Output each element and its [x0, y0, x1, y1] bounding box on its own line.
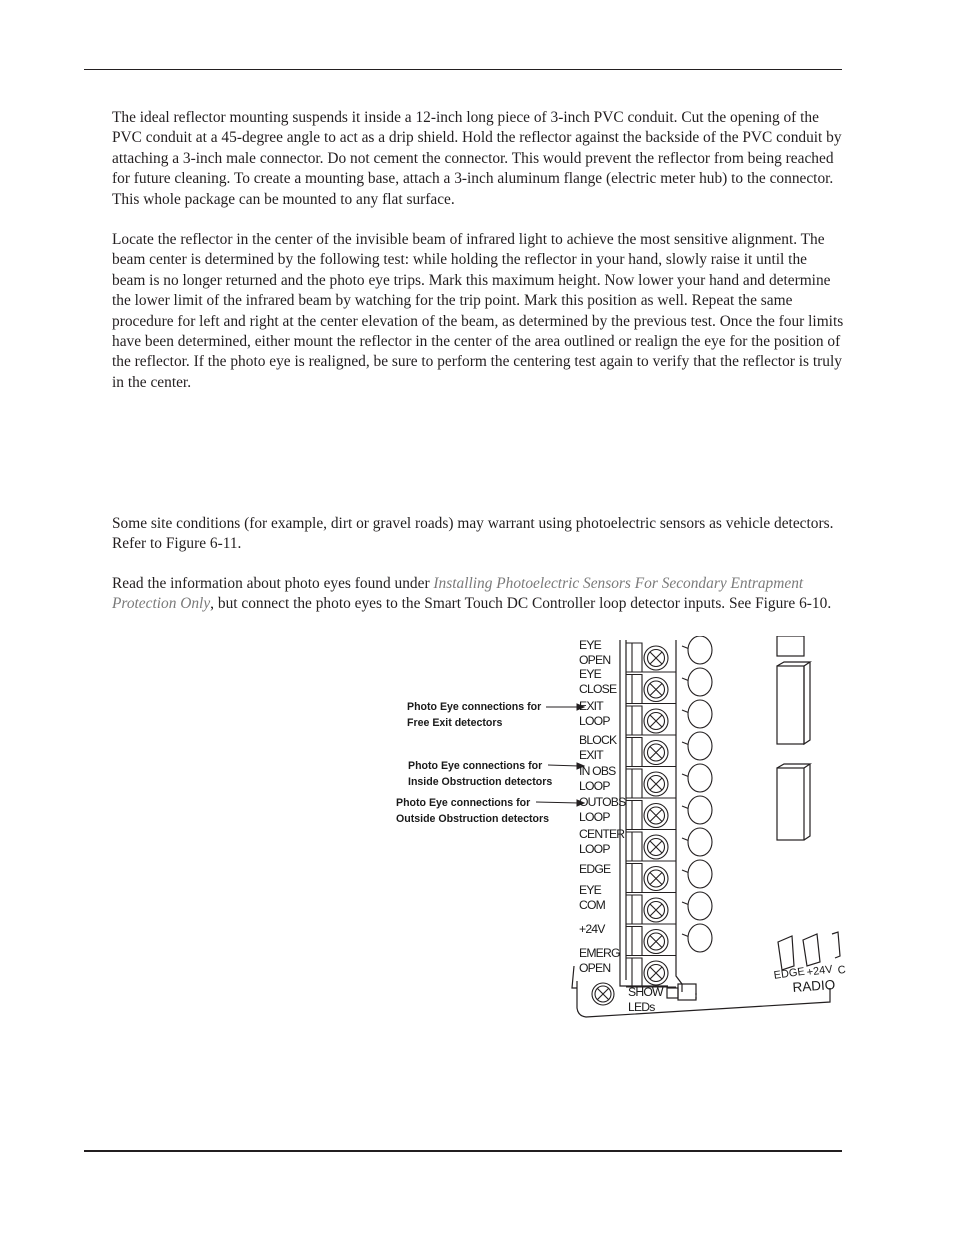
radio-label: RADIO [792, 977, 836, 995]
component-icon [682, 860, 712, 888]
terminal-label-24v: +24V [579, 922, 605, 936]
terminal-screw-icon [626, 832, 676, 861]
terminal-screw-icon [626, 801, 676, 830]
show-leds-label: SHOW LEDs [628, 985, 663, 1014]
header-rule [84, 69, 842, 70]
component-icon [682, 828, 712, 856]
terminal-label-eye-com: EYE COM [579, 883, 606, 912]
component-icon [682, 764, 712, 792]
terminal-label-block-exit: BLOCK EXIT [579, 733, 617, 762]
radio-24v-label: +24V [806, 963, 834, 979]
paragraph-site-conditions: Some site conditions (for example, dirt or gravel roads) may warrant using photoelectric sensors as vehicle detectors. Refer to Figure 6-11. [112, 515, 834, 553]
mounting-screw-icon [592, 983, 614, 1005]
terminal-screw-icon [626, 706, 676, 735]
terminal-screw-icon [626, 769, 676, 798]
terminal-strip-figure [380, 636, 850, 1021]
terminal-screw-icon [626, 675, 676, 704]
terminal-label-outobs-loop: OUTOBS LOOP [579, 795, 626, 824]
callout-outside-obstruction: Photo Eye connections for Outside Obstruction detectors [396, 797, 550, 825]
component-icon [682, 636, 712, 664]
terminal-label-emerg-open: EMERG OPEN [579, 946, 620, 975]
terminal-screw-icon [626, 864, 676, 893]
component-icon [682, 700, 712, 728]
paragraph-photo-eye-reference [112, 574, 844, 615]
component-icon [682, 892, 712, 920]
component-icon [682, 924, 712, 952]
component-column [682, 636, 712, 952]
terminal-label-in-obs-loop: IN OBS LOOP [579, 764, 616, 793]
radio-edge-label: EDGE [773, 965, 806, 982]
terminal-label-edge: EDGE [579, 862, 611, 876]
terminal-screw-icon [626, 895, 676, 924]
terminal-screw-icon [626, 643, 676, 672]
terminal-label-eye-close: EYE CLOSE [579, 667, 617, 696]
radio-c-label: C [837, 963, 847, 977]
footer-rule [84, 1150, 842, 1152]
cross-reference-link[interactable]: Installing Photoelectric Sensors For Secondary Entrapment Protection Only [112, 575, 804, 613]
component-icon [682, 796, 712, 824]
component-icon [682, 668, 712, 696]
paragraph-text-before: Read the information about photo eyes found under [112, 575, 434, 592]
terminal-label-exit-loop: EXIT LOOP [579, 699, 610, 728]
callout-free-exit: Photo Eye connections for Free Exit detectors [407, 701, 542, 729]
callout-inside-obstruction: Photo Eye connections for Inside Obstruction detectors [408, 760, 553, 788]
terminal-label-center-loop: CENTER LOOP [579, 827, 625, 856]
paragraph-reflector-centering: Locate the reflector in the center of the invisible beam of infrared light to achieve the most sensitive alignment. The beam center is determined by the following test: while holding the reflector in your hand, slowly raise it until the beam is no longer returned and the photo eye trips. Mark this maximum height. Now lower your hand and determine the lower limit of the infrared beam by watching for the trip point. Mark this position as well. Repeat the same procedure for left and right at the center elevation of the beam, as determined by the previous test. Once the four limits have been determined, either mount the reflector in the center of the area outlined or realign the eye for the position of the reflector. If the photo eye is realigned, be sure to perform the centering test again to verify that the reflector is truly in the center. [112, 231, 844, 391]
terminal-screw-icon [626, 738, 676, 767]
terminal-label-eye-open: EYE OPEN [579, 638, 611, 667]
paragraph-reflector-mounting: The ideal reflector mounting suspends it inside a 12-inch long piece of 3-inch PVC conduit. Cut the opening of the PVC conduit at a 45-degree angle to act as a drip shield. Hold the reflector against the backside of the PVC conduit by attaching a 3-inch male connector. Do not cement the connector. This would prevent the reflector from being reached for future cleaning. To create a mounting base, attach a 3-inch aluminum flange (electric meter hub) to the connector. This whole package can be mounted to any flat surface. [112, 109, 842, 208]
screw-terminals [626, 643, 676, 987]
terminal-screw-icon [626, 927, 676, 956]
component-icon [682, 732, 712, 760]
terminal-screw-icon [626, 958, 676, 987]
paragraph-text-after: , but connect the photo eyes to the Smart Touch DC Controller loop detector inputs. See Figure 6-10. [210, 595, 832, 613]
